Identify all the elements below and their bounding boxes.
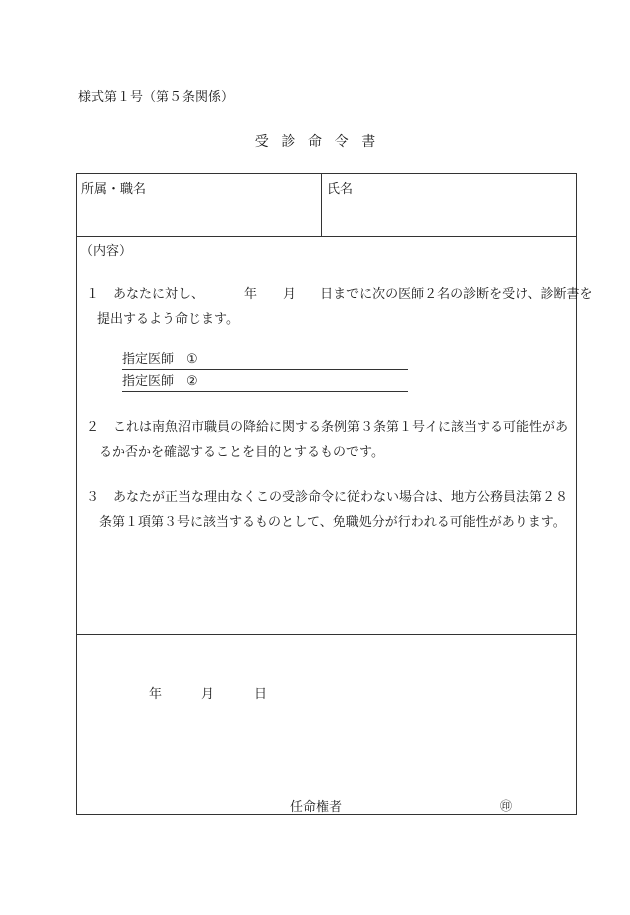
footer-year: 年: [149, 687, 163, 702]
item-1-text-a: あなたに対し、: [113, 287, 205, 302]
doctor-1-mark: ①: [186, 352, 198, 367]
appointing-authority-label: 任命権者: [290, 800, 343, 815]
item-1-month: 月: [283, 287, 297, 302]
item-3: [86, 485, 568, 511]
item-3-line-2: 条第１項第３号に該当するものとして、免職処分が行われる可能性があります。: [99, 515, 566, 530]
item-2: [86, 415, 568, 441]
form-number: 様式第１号（第５条関係）: [78, 90, 235, 105]
item-2-number: ２: [86, 420, 100, 435]
footer-day: 日: [254, 687, 268, 702]
item-3-line-1: あなたが正当な理由なくこの受診命令に従わない場合は、地方公務員法第２８: [113, 490, 569, 505]
content-heading: （内容）: [80, 244, 133, 259]
header-row-divider: [77, 236, 576, 237]
name-label: 氏名: [327, 182, 354, 197]
item-1: [86, 282, 593, 308]
footer-month: 月: [201, 687, 215, 702]
seal-mark: ㊞: [500, 799, 513, 813]
item-1-text-b: 日までに次の医師２名の診断を受け、診断書を: [320, 287, 593, 302]
document-title: 受診命令書: [254, 134, 388, 150]
name-column-divider: [321, 174, 322, 236]
designated-doctor-1: [122, 350, 408, 370]
designated-doctor-2: [122, 372, 408, 392]
item-1-year: 年: [244, 287, 258, 302]
doctor-2-label: 指定医師: [122, 374, 175, 389]
doctor-1-label: 指定医師: [122, 352, 175, 367]
footer-divider: [77, 634, 576, 635]
item-1-number: １: [86, 287, 100, 302]
item-3-number: ３: [86, 490, 100, 505]
doctor-2-mark: ②: [186, 374, 198, 389]
affiliation-label: 所属・職名: [81, 182, 147, 197]
item-2-line-1: これは南魚沼市職員の降給に関する条例第３条第１号イに該当する可能性があ: [113, 420, 569, 435]
item-2-line-2: るか否かを確認することを目的とするものです。: [99, 445, 384, 460]
item-1-line-2: 提出するよう命じます。: [97, 312, 239, 327]
